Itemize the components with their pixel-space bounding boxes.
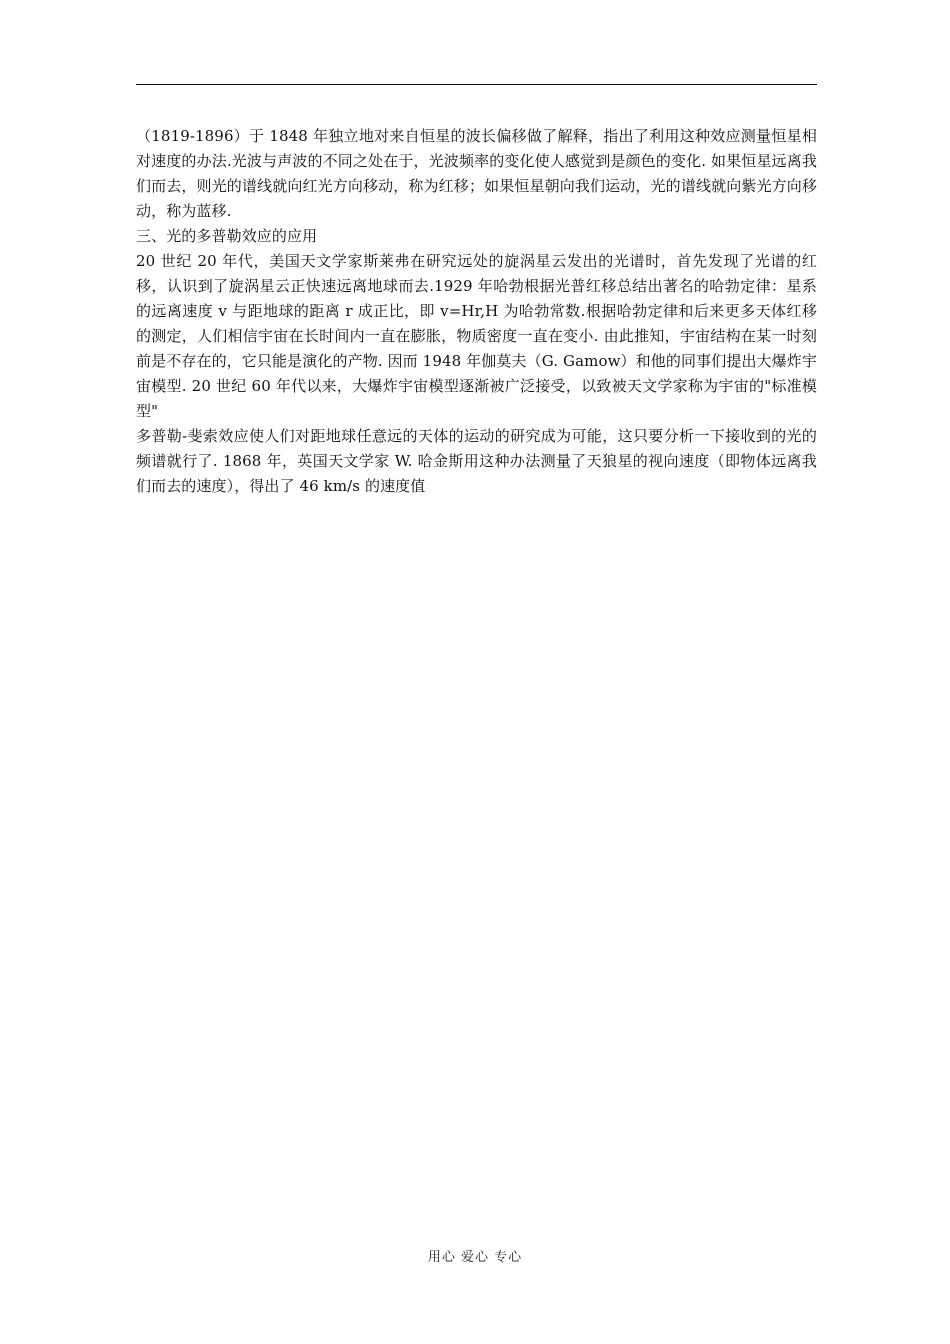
- page-footer: 用心 爱心 专心: [427, 1250, 523, 1265]
- paragraph-hubble-law: 20 世纪 20 年代，美国天文学家斯莱弗在研究远处的旋涡星云发出的光谱时，首先发现了光谱的红移，认识到了旋涡星云正快速远离地球而去.1929 年哈勃根据光普红移总结出著名的哈勃定律：星系的远离速度 v 与距地球的距离 r 成正比，即 v=Hr,H 为哈勃常数.根据哈勃定律和后来更多天体红移的测定，人们相信宇宙在长时间内一直在膨胀，物质密度一直在变小. 由此推知，宇宙结构在某一时刻前是不存在的，它只能是演化的产物. 因而 1948 年伽莫夫（G. Gamow）和他的同事们提出大爆炸宇宙模型. 20 世纪 60 年代以来，大爆炸宇宙模型逐渐被广泛接受，以致被天文学家称为宇宙的"标准模型": [136, 252, 817, 420]
- paragraph-doppler-explanation: （1819-1896）于 1848 年独立地对来自恒星的波长偏移做了解释，指出了利用这种效应测量恒星相对速度的办法.光波与声波的不同之处在于，光波频率的变化使人感觉到是颜色的变化. 如果恒星远离我们而去，则光的谱线就向红光方向移动，称为红移；如果恒星朝向我们运动，光的谱线就向紫光方向移动，称为蓝移.: [136, 127, 817, 220]
- paragraph-huggins-measurement: 多普勒-斐索效应使人们对距地球任意远的天体的运动的研究成为可能，这只要分析一下接收到的光的频谱就行了. 1868 年，英国天文学家 W. 哈金斯用这种办法测量了天狼星的视向速度（即物体远离我们而去的速度），得出了 46 km/s 的速度值: [136, 427, 817, 495]
- document-body: [136, 124, 817, 499]
- header-rule: [136, 84, 817, 85]
- section-heading-applications: 三、光的多普勒效应的应用: [136, 227, 318, 245]
